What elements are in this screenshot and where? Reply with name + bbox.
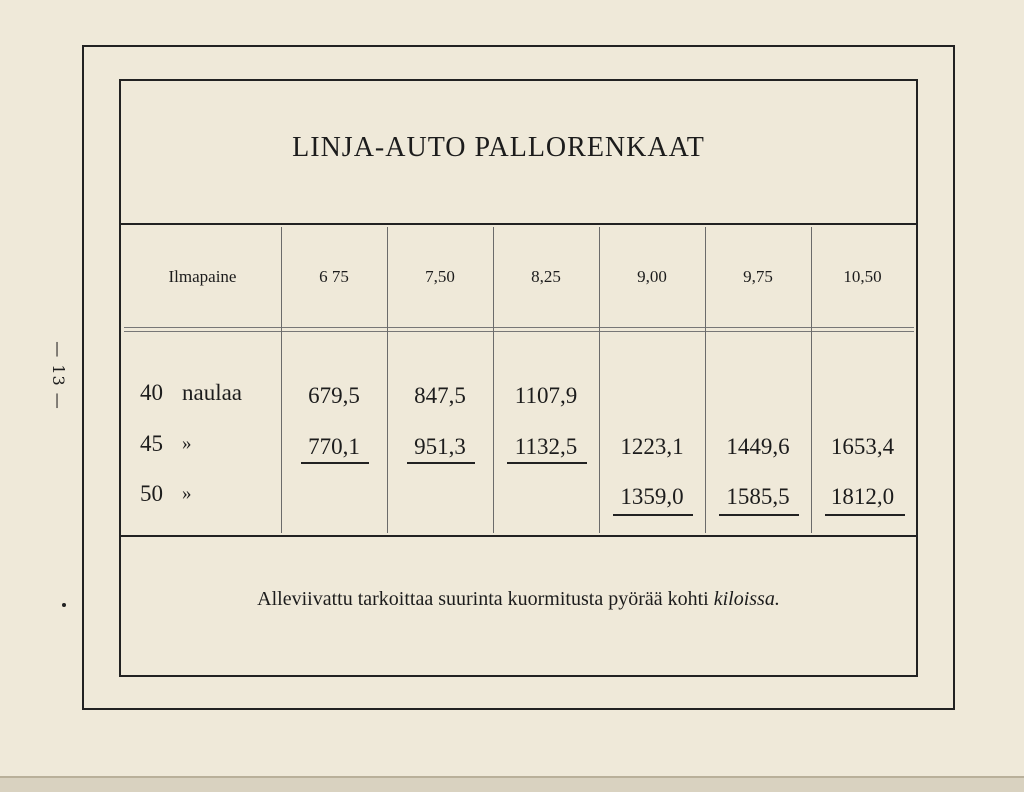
footnote-italic: kiloissa. bbox=[713, 588, 780, 610]
header-cell: 8,25 bbox=[531, 267, 561, 286]
header-cell: 9,75 bbox=[743, 267, 773, 286]
header-label: Ilmapaine bbox=[168, 267, 237, 286]
table-cell: 1653,4 bbox=[830, 434, 895, 459]
table-cell: 951,3 bbox=[414, 434, 466, 459]
table-title: LINJA-AUTO PALLORENKAAT bbox=[292, 132, 705, 163]
footnote-text: Alleviivattu tarkoittaa suurinta kuormitusta pyörää kohti bbox=[257, 588, 709, 610]
header-cell: 7,50 bbox=[425, 267, 455, 286]
table-cell: 847,5 bbox=[414, 383, 466, 408]
page-number: — 13 — bbox=[48, 340, 68, 410]
table-cell: 1812,0 bbox=[830, 484, 895, 509]
max-load-underline bbox=[301, 462, 369, 464]
header-cell: 10,50 bbox=[843, 267, 882, 286]
table-cell: 1223,1 bbox=[620, 434, 684, 459]
table-bottom-divider bbox=[119, 535, 918, 537]
header-divider-1 bbox=[124, 327, 914, 328]
table-cell: 1132,5 bbox=[514, 434, 578, 459]
max-load-underline bbox=[613, 514, 693, 516]
max-load-underline bbox=[825, 514, 905, 516]
header-cell: 9,00 bbox=[637, 267, 667, 286]
table-cell: 1449,6 bbox=[726, 434, 790, 459]
max-load-underline bbox=[719, 514, 799, 516]
row-unit: » bbox=[182, 483, 192, 504]
row-load: 50 bbox=[140, 481, 163, 506]
footnote bbox=[119, 588, 918, 611]
table-cell: 1585,5 bbox=[726, 484, 790, 509]
row-load: 40 bbox=[140, 380, 163, 405]
header-divider-2 bbox=[124, 331, 914, 332]
title-divider bbox=[119, 223, 918, 225]
margin-dot bbox=[62, 603, 66, 607]
table-cell: 1107,9 bbox=[514, 383, 578, 408]
table-cell: 1359,0 bbox=[620, 484, 684, 509]
row-unit: naulaa bbox=[182, 380, 243, 405]
max-load-underline bbox=[407, 462, 475, 464]
table-cell: 679,5 bbox=[308, 383, 360, 408]
row-unit: » bbox=[182, 433, 192, 454]
header-cell: 6 75 bbox=[319, 267, 349, 286]
row-load: 45 bbox=[140, 431, 163, 456]
max-load-underline bbox=[507, 462, 587, 464]
table-cell: 770,1 bbox=[308, 434, 360, 459]
